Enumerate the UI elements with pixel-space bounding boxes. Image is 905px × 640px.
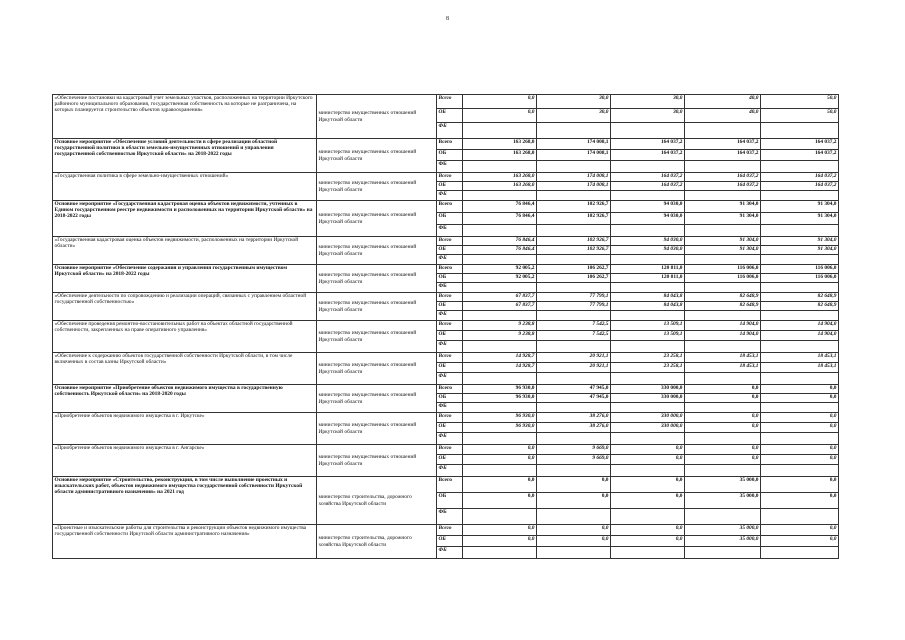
amount-cell: 9 238,8	[463, 331, 537, 341]
funding-source: ФБ	[437, 191, 463, 201]
amount-cell: 0,0	[761, 413, 839, 423]
funding-source: Всего	[437, 525, 463, 536]
funding-source: ОБ	[437, 331, 463, 341]
table-row	[53, 321, 839, 331]
table-row	[53, 477, 839, 493]
amount-cell: 9 669,0	[537, 445, 611, 455]
amount-cell	[463, 225, 537, 237]
funding-source: Всего	[437, 95, 463, 109]
amount-cell	[611, 283, 685, 293]
amount-cell: 102 926,7	[537, 213, 611, 225]
amount-cell: 91 304,0	[685, 246, 761, 255]
funding-source: ОБ	[437, 423, 463, 433]
amount-cell: 0,0	[463, 455, 537, 465]
amount-cell: 330 000,0	[611, 385, 685, 394]
amount-cell: 18 453,1	[685, 363, 761, 373]
amount-cell: 91 304,0	[761, 213, 839, 225]
amount-cell: 35 000,0	[685, 536, 761, 547]
amount-cell: 94 030,0	[611, 213, 685, 225]
amount-cell	[463, 341, 537, 353]
amount-cell	[611, 311, 685, 321]
amount-cell	[463, 509, 537, 525]
activity-name: «Обеспечение к содержанию объектов государственной собственности Иркутской области, в том числе включенных в состав казны Иркутской области»	[53, 353, 317, 385]
amount-cell	[463, 123, 537, 139]
amount-cell: 164 037,2	[685, 139, 761, 150]
amount-cell: 0,0	[685, 394, 761, 403]
amount-cell: 0,0	[537, 536, 611, 547]
amount-cell: 106 262,7	[537, 274, 611, 283]
funding-source: ОБ	[437, 455, 463, 465]
amount-cell	[761, 123, 839, 139]
amount-cell: 9 238,8	[463, 321, 537, 331]
amount-cell: 13 509,1	[611, 321, 685, 331]
amount-cell	[761, 403, 839, 413]
amount-cell	[685, 161, 761, 173]
amount-cell: 0,0	[463, 95, 537, 109]
amount-cell	[537, 283, 611, 293]
amount-cell: 0,0	[685, 445, 761, 455]
amount-cell: 164 037,2	[685, 182, 761, 191]
amount-cell: 96 930,0	[463, 423, 537, 433]
amount-cell: 82 648,9	[685, 293, 761, 302]
amount-cell	[537, 123, 611, 139]
amount-cell: 0,0	[611, 493, 685, 509]
amount-cell: 0,0	[611, 477, 685, 493]
amount-cell: 30,0	[611, 95, 685, 109]
amount-cell: 0,0	[685, 385, 761, 394]
funding-source: ФБ	[437, 311, 463, 321]
amount-cell: 0,0	[761, 493, 839, 509]
amount-cell: 164 037,2	[611, 139, 685, 150]
amount-cell	[761, 311, 839, 321]
amount-cell: 116 006,0	[685, 265, 761, 274]
amount-cell	[611, 255, 685, 265]
funding-source: Всего	[437, 353, 463, 363]
amount-cell: 38 276,0	[537, 413, 611, 423]
amount-cell: 164 037,2	[761, 173, 839, 182]
amount-cell	[761, 547, 839, 559]
amount-cell	[611, 161, 685, 173]
amount-cell: 174 008,1	[537, 173, 611, 182]
amount-cell	[761, 509, 839, 525]
executor: министерство имущественных отношений Иркутской области	[317, 353, 437, 385]
amount-cell: 23 258,1	[611, 363, 685, 373]
amount-cell: 91 304,0	[761, 246, 839, 255]
amount-cell	[463, 161, 537, 173]
funding-source: ОБ	[437, 394, 463, 403]
amount-cell: 91 304,0	[685, 213, 761, 225]
amount-cell: 163 268,0	[463, 139, 537, 150]
funding-source: ОБ	[437, 363, 463, 373]
page-number: 8	[446, 16, 449, 22]
amount-cell: 96 930,0	[463, 413, 537, 423]
amount-cell	[537, 547, 611, 559]
amount-cell	[685, 433, 761, 445]
amount-cell: 164 037,2	[611, 150, 685, 161]
amount-cell	[761, 433, 839, 445]
amount-cell	[463, 255, 537, 265]
activity-name: «Обеспечение постановки на кадастровый учет земельных участков, расположенных на территории Иркутского районного муниципального образования, государственная собственность на которые не разграничена, на которых планируется строительство объектов здравоохранения»	[53, 95, 317, 139]
table-row	[53, 265, 839, 274]
amount-cell: 23 258,1	[611, 353, 685, 363]
funding-source: ОБ	[437, 213, 463, 225]
amount-cell: 164 037,2	[685, 150, 761, 161]
amount-cell	[685, 283, 761, 293]
amount-cell	[463, 191, 537, 201]
amount-cell: 0,0	[463, 536, 537, 547]
amount-cell: 96 930,0	[463, 394, 537, 403]
funding-source: ФБ	[437, 255, 463, 265]
table-row	[53, 445, 839, 455]
table-row	[53, 353, 839, 363]
executor: министерство имущественных отношений Иркутской области	[317, 95, 437, 139]
funding-source: Всего	[437, 265, 463, 274]
executor: министерство имущественных отношений Иркутской области	[317, 173, 437, 201]
amount-cell: 96 930,0	[463, 385, 537, 394]
activity-name: «Обеспечение деятельности по сопровождению и реализации операций, связанных с управлением областной государственной собственностью»	[53, 293, 317, 321]
amount-cell: 14 904,0	[761, 331, 839, 341]
funding-source: ОБ	[437, 493, 463, 509]
amount-cell: 102 926,7	[537, 246, 611, 255]
activity-name: «Приобретение объектов недвижимого имущества в г. Ангарске»	[53, 445, 317, 477]
amount-cell: 18 453,1	[685, 353, 761, 363]
amount-cell: 164 037,2	[611, 182, 685, 191]
amount-cell	[611, 547, 685, 559]
amount-cell: 91 304,0	[761, 237, 839, 246]
amount-cell: 20 921,1	[537, 353, 611, 363]
amount-cell: 35 000,0	[685, 493, 761, 509]
amount-cell	[685, 225, 761, 237]
amount-cell	[761, 341, 839, 353]
table-row	[53, 95, 839, 109]
executor: министерство имущественных отношений Иркутской области	[317, 139, 437, 173]
amount-cell: 116 006,0	[761, 274, 839, 283]
amount-cell: 77 799,1	[537, 293, 611, 302]
executor: министерство имущественных отношений Иркутской области	[317, 385, 437, 413]
funding-source: Всего	[437, 237, 463, 246]
amount-cell: 164 037,2	[761, 150, 839, 161]
funding-source: ФБ	[437, 225, 463, 237]
funding-source: Всего	[437, 385, 463, 394]
budget-table	[52, 94, 839, 559]
amount-cell: 0,0	[761, 536, 839, 547]
table-row	[53, 385, 839, 394]
amount-cell	[761, 191, 839, 201]
funding-source: Всего	[437, 413, 463, 423]
funding-source: ФБ	[437, 373, 463, 385]
amount-cell: 0,0	[761, 455, 839, 465]
table-row	[53, 139, 839, 150]
amount-cell	[537, 161, 611, 173]
amount-cell	[761, 255, 839, 265]
funding-source: ОБ	[437, 109, 463, 123]
amount-cell: 164 037,2	[761, 139, 839, 150]
activity-name: «Обеспечение проведения ремонтно-восстановительных работ на объектах областной государственной собственности, закрепленных на праве оперативного управления»	[53, 321, 317, 353]
table-row	[53, 173, 839, 182]
amount-cell: 120 811,0	[611, 265, 685, 274]
amount-cell: 0,0	[685, 423, 761, 433]
executor: министерство имущественных отношений Иркутской области	[317, 265, 437, 293]
funding-source: Всего	[437, 445, 463, 455]
table-row	[53, 413, 839, 423]
table-row	[53, 237, 839, 246]
amount-cell: 82 648,9	[761, 302, 839, 311]
amount-cell	[611, 509, 685, 525]
funding-source: ОБ	[437, 536, 463, 547]
amount-cell: 0,0	[463, 109, 537, 123]
funding-source: ФБ	[437, 465, 463, 477]
funding-source: ОБ	[437, 150, 463, 161]
amount-cell: 14 904,0	[685, 321, 761, 331]
funding-source: ОБ	[437, 246, 463, 255]
amount-cell: 38 276,0	[537, 423, 611, 433]
table-row	[53, 201, 839, 213]
amount-cell: 0,0	[761, 394, 839, 403]
amount-cell	[611, 225, 685, 237]
amount-cell	[611, 191, 685, 201]
amount-cell: 0,0	[761, 423, 839, 433]
amount-cell: 0,0	[685, 455, 761, 465]
amount-cell: 0,0	[611, 455, 685, 465]
amount-cell	[611, 465, 685, 477]
amount-cell: 50,0	[761, 109, 839, 123]
amount-cell: 14 904,0	[685, 331, 761, 341]
amount-cell: 76 846,4	[463, 237, 537, 246]
amount-cell: 84 043,8	[611, 302, 685, 311]
amount-cell	[463, 373, 537, 385]
amount-cell: 0,0	[463, 477, 537, 493]
amount-cell: 7 542,5	[537, 331, 611, 341]
amount-cell	[537, 311, 611, 321]
funding-source: ОБ	[437, 182, 463, 191]
amount-cell: 50,0	[761, 95, 839, 109]
executor: министерство имущественных отношений Иркутской области	[317, 293, 437, 321]
amount-cell: 174 008,1	[537, 150, 611, 161]
activity-name: «Проектные и изыскательские работы для строительства и реконструкции объектов недвижимого имущества государственной собственности Иркутской области административного назначения»	[53, 525, 317, 559]
activity-name: «Приобретение объектов недвижимого имущества в г. Иркутске»	[53, 413, 317, 445]
amount-cell	[685, 255, 761, 265]
amount-cell: 30,0	[537, 109, 611, 123]
amount-cell: 174 008,1	[537, 139, 611, 150]
amount-cell	[611, 373, 685, 385]
amount-cell: 0,0	[537, 493, 611, 509]
amount-cell: 330 000,0	[611, 423, 685, 433]
amount-cell: 163 268,0	[463, 150, 537, 161]
amount-cell	[685, 373, 761, 385]
executor: министерство имущественных отношений Иркутской области	[317, 201, 437, 237]
amount-cell: 7 542,5	[537, 321, 611, 331]
amount-cell	[611, 433, 685, 445]
amount-cell: 0,0	[537, 477, 611, 493]
executor: министерство имущественных отношений Иркутской области	[317, 237, 437, 265]
funding-source: ФБ	[437, 123, 463, 139]
activity-name: «Государственная политика в сфере земельно-имущественных отношений»	[53, 173, 317, 201]
amount-cell: 18 453,1	[761, 363, 839, 373]
amount-cell	[685, 123, 761, 139]
amount-cell	[611, 123, 685, 139]
amount-cell: 94 030,0	[611, 201, 685, 213]
amount-cell	[463, 433, 537, 445]
amount-cell	[537, 225, 611, 237]
amount-cell: 0,0	[611, 525, 685, 536]
executor: министерство имущественных отношений Иркутской области	[317, 445, 437, 477]
amount-cell: 116 006,0	[761, 265, 839, 274]
funding-source: ФБ	[437, 341, 463, 353]
amount-cell: 94 030,0	[611, 246, 685, 255]
amount-cell: 77 799,1	[537, 302, 611, 311]
amount-cell	[537, 433, 611, 445]
amount-cell: 0,0	[761, 385, 839, 394]
amount-cell: 0,0	[537, 525, 611, 536]
amount-cell: 76 846,4	[463, 201, 537, 213]
funding-source: ФБ	[437, 547, 463, 559]
amount-cell: 35 000,0	[685, 477, 761, 493]
funding-source: ФБ	[437, 283, 463, 293]
amount-cell: 163 268,0	[463, 173, 537, 182]
amount-cell: 91 304,0	[685, 237, 761, 246]
amount-cell	[537, 403, 611, 413]
amount-cell: 91 304,0	[761, 201, 839, 213]
amount-cell: 82 648,9	[761, 293, 839, 302]
amount-cell	[685, 547, 761, 559]
activity-name: Основное мероприятие «Строительство, реконструкция, в том числе выполнение проектных и изыскательских работ, объектов недвижимого имущества государственной собственности Иркутской области административного назначения» на 2021 год	[53, 477, 317, 525]
activity-name: Основное мероприятие «Приобретение объектов недвижимого имущества в государственную собственность Иркутской области» на 2018-2020 годы	[53, 385, 317, 413]
amount-cell: 14 904,0	[761, 321, 839, 331]
amount-cell	[611, 403, 685, 413]
amount-cell: 0,0	[761, 477, 839, 493]
amount-cell: 164 037,2	[611, 173, 685, 182]
amount-cell: 0,0	[463, 525, 537, 536]
amount-cell	[761, 161, 839, 173]
amount-cell	[463, 547, 537, 559]
amount-cell: 120 811,0	[611, 274, 685, 283]
amount-cell: 0,0	[685, 413, 761, 423]
amount-cell	[685, 465, 761, 477]
amount-cell	[685, 509, 761, 525]
amount-cell: 94 030,0	[611, 237, 685, 246]
amount-cell: 91 304,0	[685, 201, 761, 213]
amount-cell: 14 928,7	[463, 353, 537, 363]
executor: министерство строительства, дорожного хозяйства Иркутской области	[317, 477, 437, 525]
amount-cell: 174 008,1	[537, 182, 611, 191]
amount-cell	[761, 283, 839, 293]
amount-cell: 0,0	[761, 525, 839, 536]
amount-cell	[537, 191, 611, 201]
amount-cell	[537, 341, 611, 353]
amount-cell: 92 005,2	[463, 265, 537, 274]
amount-cell: 9 669,0	[537, 455, 611, 465]
amount-cell	[537, 465, 611, 477]
funding-source: Всего	[437, 293, 463, 302]
amount-cell: 30,0	[537, 95, 611, 109]
table-row	[53, 293, 839, 302]
amount-cell	[537, 255, 611, 265]
amount-cell	[761, 373, 839, 385]
activity-name: «Государственная кадастровая оценка объектов недвижимости, расположенных на территории Иркутской области»	[53, 237, 317, 265]
amount-cell	[685, 311, 761, 321]
amount-cell: 0,0	[611, 536, 685, 547]
funding-source: ОБ	[437, 302, 463, 311]
amount-cell: 92 005,2	[463, 274, 537, 283]
amount-cell: 330 000,0	[611, 394, 685, 403]
funding-source: Всего	[437, 201, 463, 213]
amount-cell: 67 837,7	[463, 293, 537, 302]
amount-cell: 47 945,0	[537, 385, 611, 394]
amount-cell	[463, 311, 537, 321]
amount-cell: 102 926,7	[537, 237, 611, 246]
funding-source: Всего	[437, 173, 463, 182]
amount-cell	[761, 225, 839, 237]
funding-source: ОБ	[437, 274, 463, 283]
amount-cell: 164 037,2	[685, 173, 761, 182]
amount-cell: 76 846,4	[463, 246, 537, 255]
amount-cell: 0,0	[761, 445, 839, 455]
executor: министерство имущественных отношений Иркутской области	[317, 413, 437, 445]
table-row	[53, 525, 839, 536]
funding-source: ФБ	[437, 161, 463, 173]
amount-cell	[761, 465, 839, 477]
amount-cell: 67 837,7	[463, 302, 537, 311]
amount-cell	[463, 283, 537, 293]
amount-cell	[685, 341, 761, 353]
funding-source: ФБ	[437, 509, 463, 525]
funding-source: ФБ	[437, 403, 463, 413]
amount-cell	[463, 403, 537, 413]
amount-cell: 35 000,0	[685, 525, 761, 536]
amount-cell: 84 043,8	[611, 293, 685, 302]
amount-cell	[537, 373, 611, 385]
amount-cell	[685, 403, 761, 413]
amount-cell: 116 006,0	[685, 274, 761, 283]
activity-name: Основное мероприятие «Государственная кадастровая оценка объектов недвижимости, учтенных в Едином государственном реестре недвижимости и расположенных на территории Иркутской области» на 2018-2022 годы	[53, 201, 317, 237]
amount-cell	[537, 509, 611, 525]
amount-cell	[463, 465, 537, 477]
amount-cell: 20 921,1	[537, 363, 611, 373]
amount-cell: 0,0	[611, 445, 685, 455]
activity-name: Основное мероприятие «Обеспечение условий деятельности в сфере реализации областной государственной политики в области земельно-имущественных отношений и управления государственной собственностью Иркутской области» на 2018-2022 годы	[53, 139, 317, 173]
amount-cell: 82 648,9	[685, 302, 761, 311]
amount-cell: 14 928,7	[463, 363, 537, 373]
amount-cell: 47 945,0	[537, 394, 611, 403]
amount-cell: 30,0	[611, 109, 685, 123]
amount-cell: 163 268,0	[463, 182, 537, 191]
amount-cell: 40,0	[685, 109, 761, 123]
amount-cell: 40,0	[685, 95, 761, 109]
amount-cell	[685, 191, 761, 201]
executor: министерство имущественных отношений Иркутской области	[317, 321, 437, 353]
amount-cell: 0,0	[463, 493, 537, 509]
activity-name: Основное мероприятие «Обеспечение содержания и управления государственным имуществом Иркутской области» на 2018-2022 годы	[53, 265, 317, 293]
amount-cell: 164 037,2	[761, 182, 839, 191]
amount-cell: 106 262,7	[537, 265, 611, 274]
amount-cell: 330 000,0	[611, 413, 685, 423]
funding-source: Всего	[437, 139, 463, 150]
amount-cell: 0,0	[463, 445, 537, 455]
funding-source: ФБ	[437, 433, 463, 445]
funding-source: Всего	[437, 477, 463, 493]
amount-cell: 13 509,1	[611, 331, 685, 341]
funding-source: Всего	[437, 321, 463, 331]
amount-cell: 102 926,7	[537, 201, 611, 213]
amount-cell: 18 453,1	[761, 353, 839, 363]
executor: министерство строительства, дорожного хозяйства Иркутской области	[317, 525, 437, 559]
amount-cell	[611, 341, 685, 353]
amount-cell: 76 846,4	[463, 213, 537, 225]
